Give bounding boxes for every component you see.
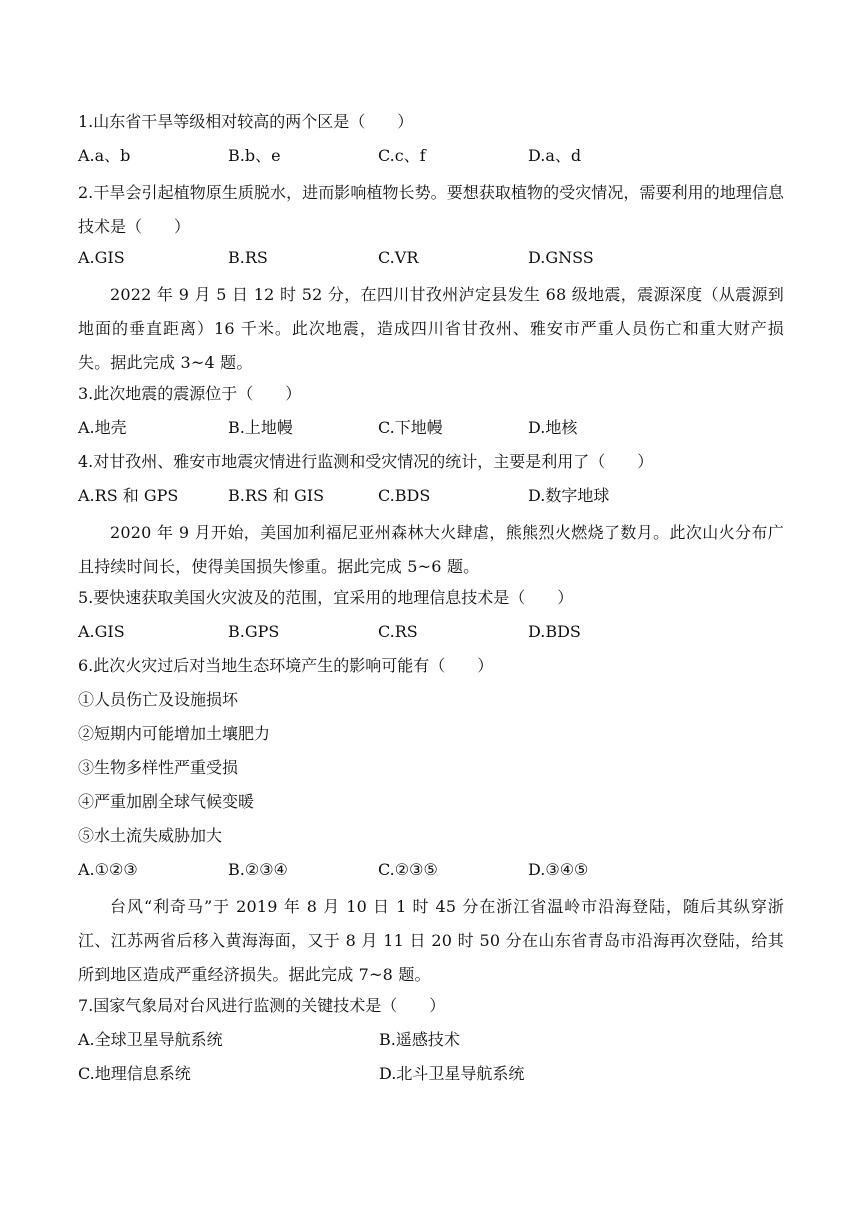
option-b: B.RS bbox=[228, 248, 268, 267]
question-1-stem: 1.山东省干旱等级相对较高的两个区是（ ） bbox=[78, 112, 414, 131]
question-6-item-2: ②短期内可能增加土壤肥力 bbox=[78, 724, 271, 743]
option-b: B.b、e bbox=[228, 146, 281, 165]
question-1-options bbox=[78, 142, 784, 176]
option-a: A.①②③ bbox=[78, 860, 138, 879]
option-b: B.GPS bbox=[228, 622, 280, 641]
option-a: A.GIS bbox=[78, 622, 125, 641]
option-b: B.遥感技术 bbox=[379, 1030, 460, 1049]
question-7-options-row-1 bbox=[78, 1026, 784, 1060]
option-c: C.c、f bbox=[378, 146, 426, 165]
option-a: A.a、b bbox=[78, 146, 131, 165]
option-d: D.数字地球 bbox=[528, 486, 610, 505]
option-a: A.RS 和 GPS bbox=[78, 486, 179, 505]
question-6-item-1: ①人员伤亡及设施损坏 bbox=[78, 690, 239, 709]
question-5-options bbox=[78, 618, 784, 652]
option-d: D.地核 bbox=[528, 418, 578, 437]
passage-earthquake: 2022 年 9 月 5 日 12 时 52 分，在四川甘孜州泸定县发生 68 级地震，震源深度（从震源到地面的垂直距离）16 千米。此次地震，造成四川省甘孜州、雅安市严重人员伤亡和重大财产损失。据此完成 3~4 题。 bbox=[78, 285, 784, 372]
question-4-stem: 4.对甘孜州、雅安市地震灾情进行监测和受灾情况的统计，主要是利用了（ ） bbox=[78, 452, 654, 471]
option-c: C.BDS bbox=[378, 486, 431, 505]
question-2-options bbox=[78, 244, 784, 278]
document-page bbox=[78, 108, 784, 1094]
option-a: A.全球卫星导航系统 bbox=[78, 1030, 223, 1049]
option-b: B.上地幔 bbox=[228, 418, 293, 437]
question-3-stem: 3.此次地震的震源位于（ ） bbox=[78, 384, 302, 403]
option-b: B.②③④ bbox=[228, 860, 288, 879]
question-6-item-3: ③生物多样性严重受损 bbox=[78, 758, 239, 777]
option-a: A.地壳 bbox=[78, 418, 127, 437]
option-d: D.a、d bbox=[528, 146, 582, 165]
option-d: D.③④⑤ bbox=[528, 860, 589, 879]
option-b: B.RS 和 GIS bbox=[228, 486, 325, 505]
option-c: C.RS bbox=[378, 622, 418, 641]
question-6-item-4: ④严重加剧全球气候变暖 bbox=[78, 792, 255, 811]
passage-typhoon: 台风“利奇马”于 2019 年 8 月 10 日 1 时 45 分在浙江省温岭市沿海登陆，随后其纵穿浙江、江苏两省后移入黄海海面，又于 8 月 11 日 20 时 50 分在山东省青岛市沿海再次登陆，给其所到地区造成严重经济损失。据此完成 7~8 题。 bbox=[78, 897, 784, 984]
option-c: C.VR bbox=[378, 248, 419, 267]
option-d: D.北斗卫星导航系统 bbox=[379, 1064, 525, 1083]
question-2-stem: 2.干旱会引起植物原生质脱水，进而影响植物长势。要想获取植物的受灾情况，需要利用的地理信息技术是（ ） bbox=[78, 183, 784, 236]
option-c: C.下地幔 bbox=[378, 418, 443, 437]
question-6-stem: 6.此次火灾过后对当地生态环境产生的影响可能有（ ） bbox=[78, 656, 494, 675]
question-6-item-5: ⑤水土流失威胁加大 bbox=[78, 826, 223, 845]
option-d: D.BDS bbox=[528, 622, 581, 641]
option-c: C.地理信息系统 bbox=[78, 1064, 191, 1083]
option-c: C.②③⑤ bbox=[378, 860, 438, 879]
question-7-stem: 7.国家气象局对台风进行监测的关键技术是（ ） bbox=[78, 996, 446, 1015]
option-d: D.GNSS bbox=[528, 248, 594, 267]
passage-wildfire: 2020 年 9 月开始，美国加利福尼亚州森林大火肆虐，熊熊烈火燃烧了数月。此次山火分布广且持续时间长，使得美国损失惨重。据此完成 5~6 题。 bbox=[78, 523, 784, 576]
question-7-options-row-2 bbox=[78, 1060, 784, 1094]
question-5-stem: 5.要快速获取美国火灾波及的范围，宜采用的地理信息技术是（ ） bbox=[78, 588, 574, 607]
question-4-options bbox=[78, 482, 784, 516]
question-6-options bbox=[78, 856, 784, 890]
option-a: A.GIS bbox=[78, 248, 125, 267]
question-3-options bbox=[78, 414, 784, 448]
